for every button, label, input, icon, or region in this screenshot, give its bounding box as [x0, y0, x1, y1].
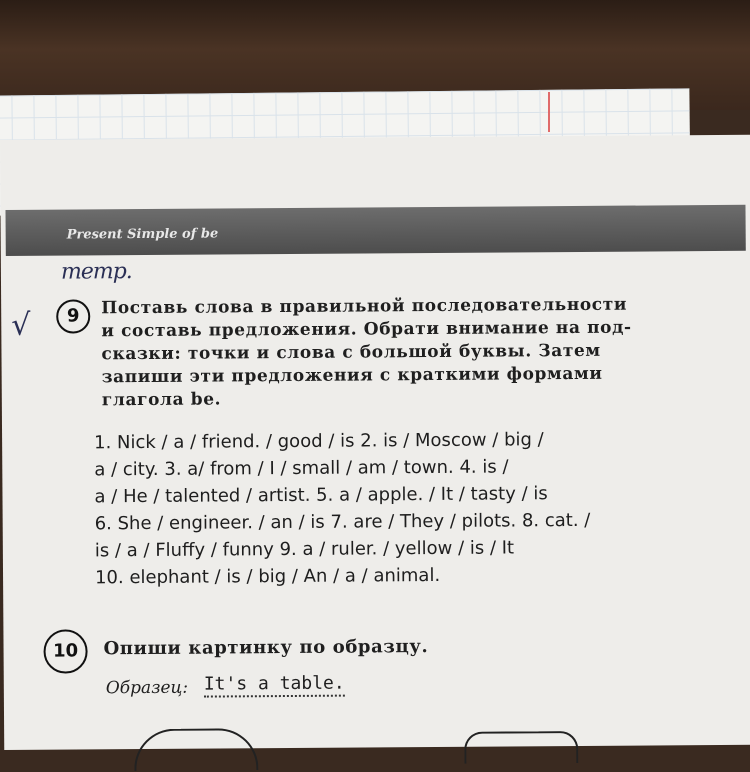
- instruction-line: сказки: точки и слова с большой буквы. Затем: [101, 340, 601, 365]
- word-line: is / a / Fluffy / funny 9. a / ruler. / yellow / is / It: [94, 537, 515, 562]
- example-text: It's a table.: [204, 673, 345, 698]
- word-line: a / city. 3. a/ from / I / small / am / town. 4. is /: [94, 456, 509, 481]
- word-line: 1. Nick / a / friend. / good / is 2. is / Moscow / big /: [94, 429, 544, 454]
- instruction-line: глагола be.: [101, 389, 222, 411]
- word-line: 6. She / engineer. / an / is 7. are / They / pilots. 8. cat. /: [94, 509, 591, 535]
- handwritten-note: тетр.: [60, 259, 132, 285]
- notebook-margin-line: [548, 92, 550, 132]
- task-9-word-list: [94, 426, 591, 591]
- task-9-instructions: [101, 294, 632, 413]
- example-label: Образец:: [105, 677, 189, 699]
- task-9-number: 9: [56, 299, 90, 333]
- picture-outline: [464, 731, 578, 764]
- word-line: a / He / talented / artist. 5. a / apple. / It / tasty / is: [94, 483, 548, 508]
- instruction-line: Поставь слова в правильной последовательности: [101, 294, 628, 319]
- instruction-line: и составь предложения. Обрати внимание на под-: [101, 317, 632, 342]
- textbook-page: [0, 135, 750, 750]
- word-line: 10. elephant / is / big / An / a / animal.: [94, 564, 441, 589]
- instruction-line: запиши эти предложения с краткими формами: [101, 363, 603, 388]
- task-10-number: 10: [43, 629, 87, 673]
- handwritten-check: √: [11, 307, 31, 343]
- section-title: Present Simple of be: [66, 226, 219, 243]
- task-10-instruction: Опиши картинку по образцу.: [103, 636, 429, 660]
